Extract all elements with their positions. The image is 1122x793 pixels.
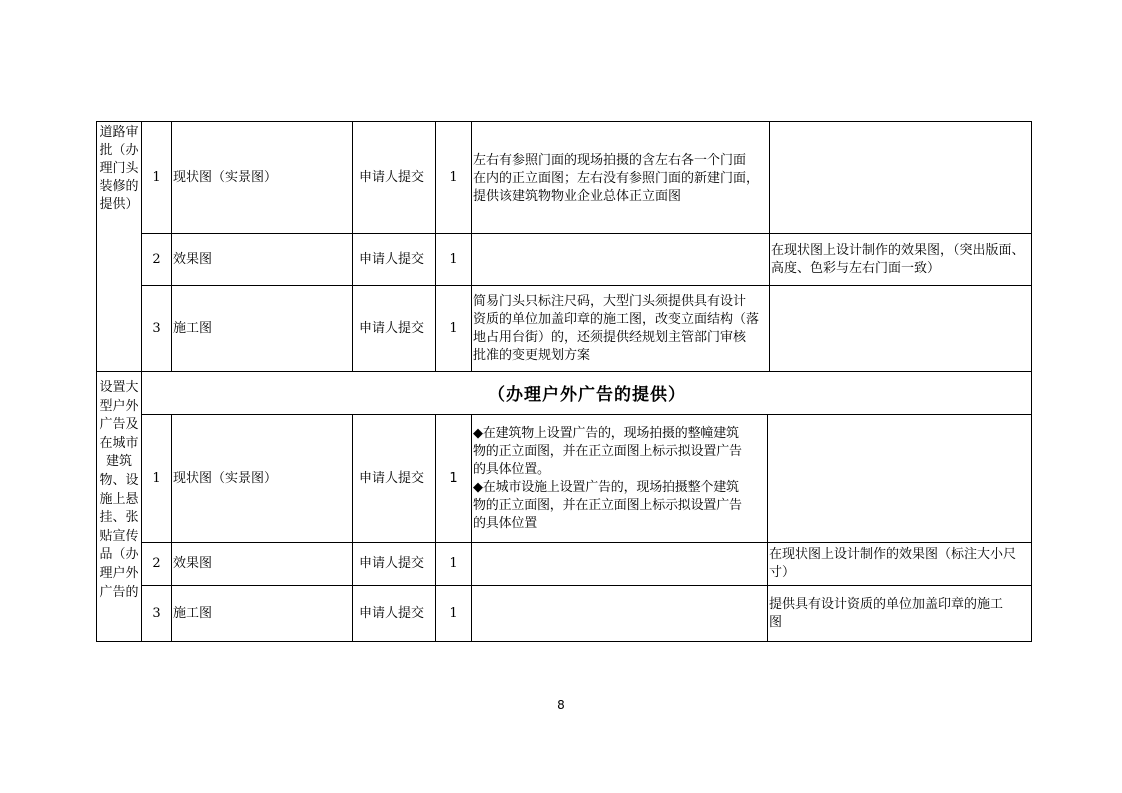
material-name: 施工图 xyxy=(173,605,213,621)
page-number: 8 xyxy=(557,698,565,712)
description-line: 批准的变更规划方案 xyxy=(473,347,591,363)
category-text-line: 广告的 xyxy=(99,584,139,600)
note-line: 在现状图上设计制作的效果图（标注大小尺 xyxy=(769,547,1017,562)
material-name: 现状图（实景图） xyxy=(173,169,278,185)
description-line: 左右有参照门面的现场拍摄的含左右各一个门面 xyxy=(473,152,747,168)
category-text-line: 建筑 xyxy=(105,454,132,470)
section-header: （办理户外广告的提供） xyxy=(488,385,686,405)
submitter: 申请人提交 xyxy=(359,470,425,486)
submitter: 申请人提交 xyxy=(359,251,425,267)
materials-table xyxy=(96,121,1032,642)
requirement-note xyxy=(768,586,1031,641)
row-number: 1 xyxy=(152,169,161,185)
requirement-description xyxy=(472,543,767,585)
category-text-line: 设置大 xyxy=(99,380,139,395)
material-name: 施工图 xyxy=(173,320,213,336)
description-line: 物的正立面图，并在正立面图上标示拟设置广告 xyxy=(473,443,742,459)
row-number: 3 xyxy=(152,320,161,336)
copy-count: 1 xyxy=(449,556,458,571)
category-text-line: 贴宣传 xyxy=(99,528,139,544)
requirement-description xyxy=(472,122,769,233)
category-text-line: 批（办 xyxy=(99,143,139,158)
category-text-line: 理户外 xyxy=(99,565,139,581)
description-line: 简易门头只标注尺码，大型门头须提供具有设计 xyxy=(473,293,747,309)
category-text-line: 理门头 xyxy=(99,161,139,176)
material-name: 效果图 xyxy=(173,556,213,571)
row-number: 2 xyxy=(152,556,161,571)
requirement-note xyxy=(770,234,1031,285)
note-line: 高度、色彩与左右门面一致） xyxy=(771,260,941,276)
material-name: 效果图 xyxy=(173,251,213,267)
category-road-approval xyxy=(97,122,141,371)
requirement-description xyxy=(472,286,769,371)
row-number: 3 xyxy=(152,605,161,621)
description-line: 的具体位置。 xyxy=(473,461,550,477)
category-text-line: 施上悬 xyxy=(99,491,139,507)
category-text-line: 型户外 xyxy=(99,398,139,414)
description-line: 的具体位置 xyxy=(473,515,538,531)
copy-count: 1 xyxy=(449,251,458,267)
requirement-note xyxy=(768,543,1031,585)
table-border-bottom xyxy=(96,641,1032,642)
category-text-line: 道路审 xyxy=(99,125,139,140)
requirement-description xyxy=(472,586,767,641)
description-line: 资质的单位加盖印章的施工图，改变立面结构（落 xyxy=(473,311,760,327)
note-line: 提供具有设计资质的单位加盖印章的施工 xyxy=(769,596,1004,612)
copy-count: 1 xyxy=(449,320,458,336)
row-number: 2 xyxy=(152,251,161,267)
category-text-line: 提供） xyxy=(99,197,139,212)
category-text-line: 挂、张 xyxy=(99,510,139,526)
submitter: 申请人提交 xyxy=(359,605,425,621)
description-line: 提供该建筑物物业企业总体正立面图 xyxy=(473,188,682,204)
submitter: 申请人提交 xyxy=(359,556,425,571)
submitter: 申请人提交 xyxy=(359,169,425,185)
category-text-line: 物、设 xyxy=(99,472,139,488)
copy-count: 1 xyxy=(449,470,458,486)
copy-count: 1 xyxy=(449,169,458,185)
category-text-line: 广告及 xyxy=(99,417,139,433)
copy-count: 1 xyxy=(449,605,458,621)
description-line: ◆在建筑物上设置广告的，现场拍摄的整幢建筑 xyxy=(473,425,739,441)
material-name: 现状图（实景图） xyxy=(173,470,278,486)
row-number: 1 xyxy=(152,470,161,486)
submitter: 申请人提交 xyxy=(359,320,425,336)
category-text-line: 品（办 xyxy=(99,547,139,563)
note-line: 寸） xyxy=(769,565,796,580)
note-line: 图 xyxy=(769,614,783,630)
category-outdoor-ads xyxy=(97,372,141,641)
description-line: 物的正立面图，并在正立面图上标示拟设置广告 xyxy=(473,497,742,513)
requirement-note xyxy=(770,122,1031,233)
requirement-description xyxy=(472,415,767,542)
description-line: ◆在城市设施上设置广告的，现场拍摄整个建筑 xyxy=(473,479,739,495)
category-text-line: 在城市 xyxy=(99,435,139,451)
requirement-note xyxy=(768,415,1031,542)
description-line: 地占用台街）的，还须提供经规划主管部门审核 xyxy=(473,329,747,345)
requirement-description xyxy=(472,234,769,285)
category-text-line: 装修的 xyxy=(99,179,139,194)
note-line: 在现状图上设计制作的效果图，（突出版面、 xyxy=(771,242,1025,258)
description-line: 在内的正立面图；左右没有参照门面的新建门面， xyxy=(473,170,760,186)
requirement-note xyxy=(770,286,1031,371)
